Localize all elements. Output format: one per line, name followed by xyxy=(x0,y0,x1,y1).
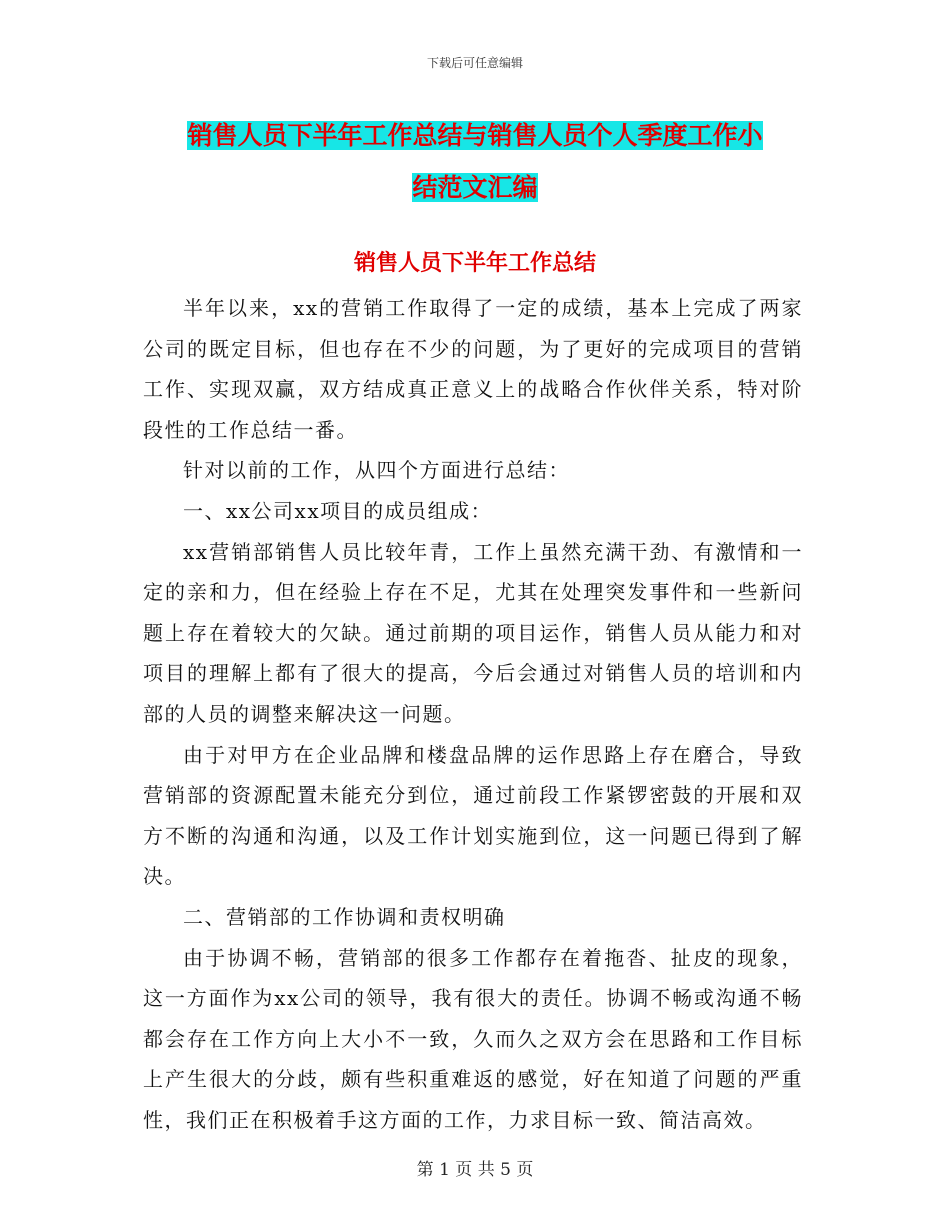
title-line-2: 结范文汇编 xyxy=(412,173,538,202)
document-title xyxy=(0,110,950,214)
paragraph: xx营销部销售人员比较年青，工作上虽然充满干劲、有激情和一定的亲和力，但在经验上存在不足，尤其在处理突发事件和一些新问题上存在着较大的欠缺。通过前期的项目运作，销售人员从能力和对项目的理解上都有了很大的提高，今后会通过对销售人员的培训和内部的人员的调整来解决这一问题。 xyxy=(143,539,803,726)
section-title: 销售人员下半年工作总结 xyxy=(353,250,596,276)
paragraph: 半年以来，xx的营销工作取得了一定的成绩，基本上完成了两家公司的既定目标，但也存在不少的问题，为了更好的完成项目的营销工作、实现双赢，双方结成真正意义上的战略合作伙伴关系，特对阶段性的工作总结一番。 xyxy=(143,296,803,442)
page-footer: 第 1 页 共 5 页 xyxy=(416,1160,534,1180)
paragraph: 针对以前的工作，从四个方面进行总结： xyxy=(183,458,570,483)
paragraph: 一、xx公司xx项目的成员组成： xyxy=(183,498,493,523)
body-text xyxy=(143,288,803,1140)
title-line-1: 销售人员下半年工作总结与销售人员个人季度工作小 xyxy=(187,121,763,150)
paragraph: 由于协调不畅，营销部的很多工作都存在着拖沓、扯皮的现象，这一方面作为xx公司的领导，我有很大的责任。协调不畅或沟通不畅都会存在工作方向上大小不一致，久而久之双方会在思路和工作目标上产生很大的分歧，颇有些积重难返的感觉，好在知道了问题的严重性，我们正在积极着手这方面的工作，力求目标一致、简洁高效。 xyxy=(143,945,803,1132)
paragraph: 由于对甲方在企业品牌和楼盘品牌的运作思路上存在磨合，导致营销部的资源配置未能充分到位，通过前段工作紧锣密鼓的开展和双方不断的沟通和沟通，以及工作计划实施到位，这一问题已得到了解决。 xyxy=(143,742,803,889)
header-note: 下载后可任意编辑 xyxy=(426,56,523,70)
paragraph: 二、营销部的工作协调和责权明确 xyxy=(183,904,506,929)
